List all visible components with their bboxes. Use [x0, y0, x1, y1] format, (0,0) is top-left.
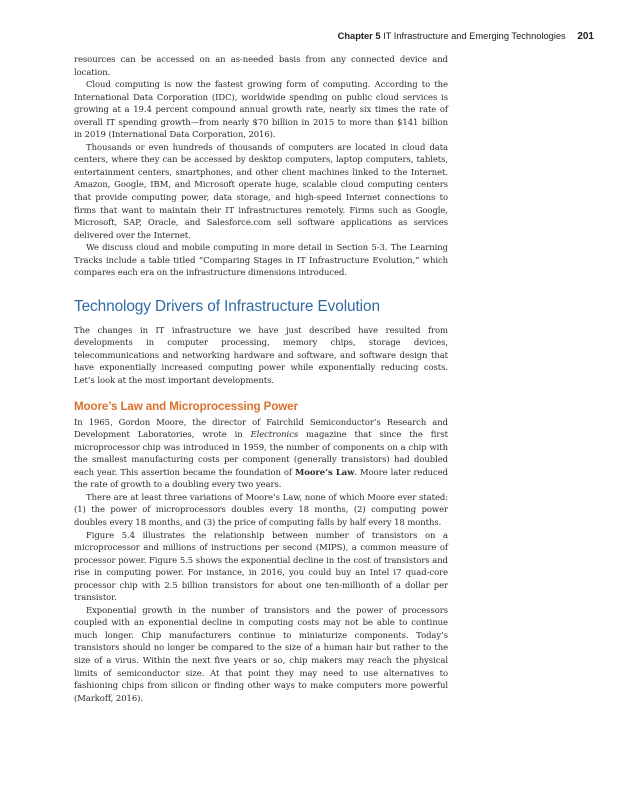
chapter-label: Chapter 5 [337, 31, 381, 41]
body-text [74, 53, 448, 704]
page-number: 201 [577, 31, 594, 42]
magazine-title: Electronics [250, 429, 299, 440]
p1-text-c: . Moore later reduced the rate of growth to a doubling every two years. [74, 466, 448, 490]
p1-text-b: magazine that since the first microprocessor chip was introduced in 1959, the number of components on a chip with the smallest manufacturing costs per component (generally transistors) had doubled each year. This assertion became the foundation of [74, 429, 448, 477]
subsection-paragraph-4: Exponential growth in the number of transistors and the power of processors coupled with an exponential decline in computing costs may not be able to continue much longer. Chip manufacturers continue to miniaturize components. Today’s transistors should no longer be compared to the size of a human hair but rather to the size of a virus. Within the next five years or so, chip makers may reach the physical limits of semiconductor size. At that point they may need to use alternatives to fashioning chips from silicon or finding other ways to make computers more powerful (Markoff, 2016). [74, 604, 448, 703]
section-paragraph-1: The changes in IT infrastructure we have just described have resulted from developments in computer processing, memory chips, storage devices, telecommunications and networking hardware and software, and software design that have exponentially increased computing power while exponentially reducing costs. Let’s look at the most important developments. [74, 324, 448, 386]
subsection-heading: Moore’s Law and Microprocessing Power [74, 399, 298, 413]
intro-paragraph-3: Thousands or even hundreds of thousands of computers are located in cloud data centers, where they can be accessed by desktop computers, laptop computers, tablets, entertainment centers, smartphones, and other client machines linked to the Internet. Amazon, Google, IBM, and Microsoft operate huge, scalable cloud computing centers that provide computing power, data storage, and high-speed Internet connections to firms that want to maintain their IT infrastructures remotely. Firms such as Google, Microsoft, SAP, Oracle, and Salesforce.com sell software applications as services delivered over the Internet. [74, 141, 448, 240]
subsection-paragraph-2: There are at least three variations of Moore’s Law, none of which Moore ever stated: (1) the power of microprocessors doubles every 18 months, (2) computing power doubles every 18 months, and (3) the price of computing falls by half every 18 months. [74, 491, 448, 527]
chapter-title: IT Infrastructure and Emerging Technologies [383, 31, 566, 41]
section-heading: Technology Drivers of Infrastructure Evolution [74, 297, 380, 315]
key-term-moores-law: Moore’s Law [294, 466, 355, 477]
intro-paragraph-4: We discuss cloud and mobile computing in more detail in Section 5-3. The Learning Tracks include a table titled “Comparing Stages in IT Infrastructure Evolution,” which compares each era on the infrastructure dimensions introduced. [74, 242, 448, 278]
subsection-paragraph-3: Figure 5.4 illustrates the relationship between number of transistors on a microprocessor and millions of instructions per second (MIPS), a common measure of processor power. Figure 5.5 shows the exponential decline in the cost of transistors and rise in computing power. For instance, in 2016, you could buy an Intel i7 quad-core processor chip with 2.5 billion transistors for about one ten-millionth of a dollar per transistor. [74, 529, 448, 603]
p1-text-a: In 1965, Gordon Moore, the director of Fairchild Semiconductor’s Research and Development Laboratories, wrote in [74, 416, 448, 440]
intro-paragraph-2: Cloud computing is now the fastest growing form of computing. According to the International Data Corporation (IDC), worldwide spending on public cloud services is growing at a 19.4 percent compound annual growth rate, nearly six times the rate of overall IT spending growth—from nearly $70 billion in 2015 to more than $141 billion in 2019 (International Data Corporation, 2016). [74, 79, 448, 140]
running-head [338, 31, 594, 42]
subsection-paragraph-1 [74, 416, 448, 491]
intro-paragraph-1: resources can be accessed on an as-needed basis from any connected device and location. [74, 54, 448, 77]
